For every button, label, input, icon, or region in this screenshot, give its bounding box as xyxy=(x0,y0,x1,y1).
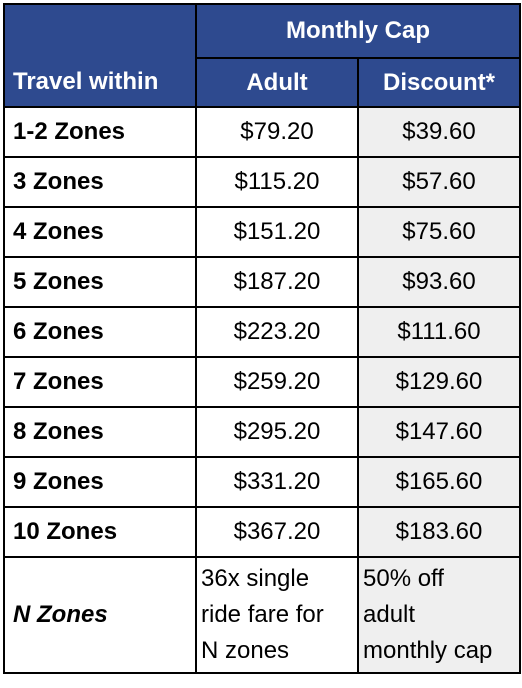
table-row xyxy=(4,107,520,157)
zone-label: 7 Zones xyxy=(4,357,196,407)
adult-cap: $331.20 xyxy=(196,457,358,507)
table-row xyxy=(4,507,520,557)
zone-label-n: N Zones xyxy=(4,557,196,673)
table-row xyxy=(4,157,520,207)
discount-cap: $111.60 xyxy=(358,307,520,357)
header-travel-within: Travel within xyxy=(4,4,196,107)
adult-cap: $151.20 xyxy=(196,207,358,257)
header-monthly-cap: Monthly Cap xyxy=(196,4,520,58)
adult-cap: $187.20 xyxy=(196,257,358,307)
discount-cap-n: 50% off adult monthly cap xyxy=(358,557,520,673)
discount-cap: $129.60 xyxy=(358,357,520,407)
zone-label: 10 Zones xyxy=(4,507,196,557)
fare-cap-table xyxy=(3,3,521,674)
table-row xyxy=(4,257,520,307)
adult-cap-n: 36x single ride fare for N zones xyxy=(196,557,358,673)
adult-cap: $79.20 xyxy=(196,107,358,157)
discount-cap: $93.60 xyxy=(358,257,520,307)
header-discount: Discount* xyxy=(358,58,520,107)
table-row xyxy=(4,357,520,407)
table-row xyxy=(4,207,520,257)
zone-label: 1-2 Zones xyxy=(4,107,196,157)
zone-label: 5 Zones xyxy=(4,257,196,307)
discount-cap: $75.60 xyxy=(358,207,520,257)
discount-cap: $39.60 xyxy=(358,107,520,157)
adult-cap: $259.20 xyxy=(196,357,358,407)
discount-cap: $147.60 xyxy=(358,407,520,457)
adult-cap: $223.20 xyxy=(196,307,358,357)
adult-cap: $367.20 xyxy=(196,507,358,557)
adult-cap: $295.20 xyxy=(196,407,358,457)
table-row xyxy=(4,407,520,457)
table-row xyxy=(4,457,520,507)
zone-label: 6 Zones xyxy=(4,307,196,357)
zone-label: 8 Zones xyxy=(4,407,196,457)
table-row xyxy=(4,307,520,357)
header-row-top xyxy=(4,4,520,58)
zone-label: 4 Zones xyxy=(4,207,196,257)
discount-cap: $165.60 xyxy=(358,457,520,507)
adult-cap: $115.20 xyxy=(196,157,358,207)
zone-label: 3 Zones xyxy=(4,157,196,207)
table-row-n-zones xyxy=(4,557,520,673)
zone-label: 9 Zones xyxy=(4,457,196,507)
discount-cap: $57.60 xyxy=(358,157,520,207)
discount-cap: $183.60 xyxy=(358,507,520,557)
header-adult: Adult xyxy=(196,58,358,107)
